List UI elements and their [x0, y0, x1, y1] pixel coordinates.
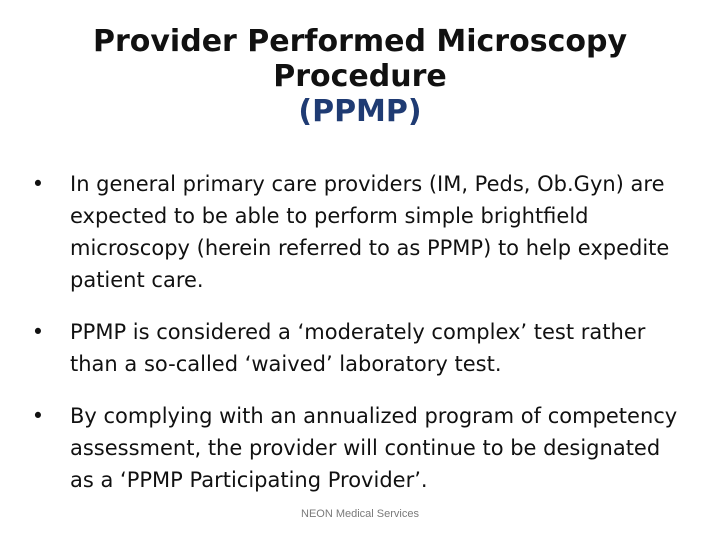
slide-title [40, 24, 680, 129]
bullet-text-1: In general primary care providers (IM, Peds, Ob.Gyn) are expected to be able to perform simple brightfield microscopy (herein referred to as PPMP) to help expedite patient care. [70, 172, 670, 292]
bullet-list [28, 168, 688, 516]
footer-text: NEON Medical Services [301, 508, 419, 520]
bullet-icon: • [31, 404, 45, 428]
bullet-icon: • [31, 172, 45, 196]
bullet-item-3 [28, 400, 688, 496]
bullet-item-2 [28, 316, 688, 380]
bullet-icon: • [31, 320, 45, 344]
title-line-2: Procedure [273, 59, 447, 94]
title-line-3: (PPMP) [298, 94, 422, 129]
bullet-text-3: By complying with an annualized program of competency assessment, the provider will continue to be designated as a ‘PPMP Participating Provider’. [70, 404, 678, 492]
title-line-1: Provider Performed Microscopy [92, 24, 627, 59]
bullet-item-1 [28, 168, 688, 296]
bullet-text-2: PPMP is considered a ‘moderately complex’ test rather than a so-called ‘waived’ laboratory test. [70, 320, 646, 376]
